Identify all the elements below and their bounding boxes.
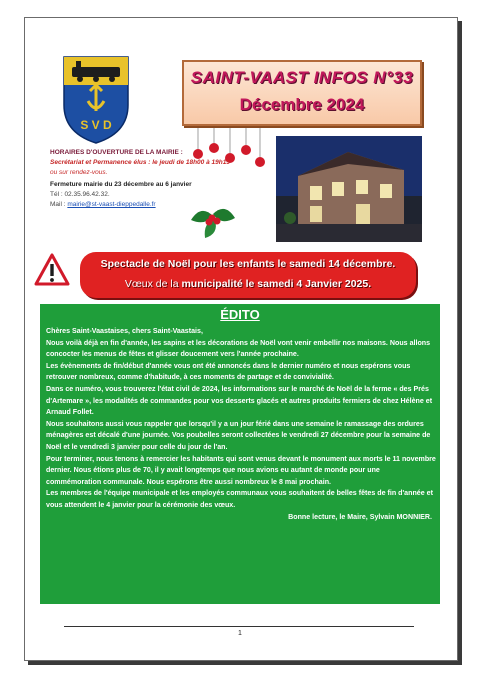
town-hall-photo (276, 136, 422, 242)
village-crest-logo (62, 55, 130, 145)
edito-paragraph: Dans ce numéro, vous trouverez l'état civil de 2024, les informations sur le marché de Noël de la ferme « des Prés d'Artemare », les modalités de commandes pour vos desserts glacés et autres produits fermiers de chez Hélène et Arnaud Follet. (46, 384, 433, 417)
edito-paragraph: Nous souhaitons aussi vous rappeler que lorsqu'il y a un jour férié dans une semaine le ramassage des ordures ménagères est décalé d'une journée. Vos poubelles seront collectées le vendredi 27 décembre pour la semaine de Noël et le vendredi 3 janvier pour celle du jour de l'an. (46, 419, 431, 451)
edito-title: ÉDITO (220, 307, 260, 322)
events-banner (80, 252, 416, 298)
page-number: 1 (238, 630, 242, 637)
holly-icon (185, 190, 241, 242)
edito-paragraph: Les membres de l'équipe municipale et les employés communaux vous souhaitent de belles fêtes de fin d'année et vous attendent le 4 janvier pour la cérémonie des vœux. (46, 489, 433, 509)
edito-paragraph: Pour terminer, nous tenons à remercier les habitants qui sont venus devant le monument aux morts le 11 novembre dernier. Nous étions plus de 70, il y avait longtemps que nous avions eu autant de monde pour une commémoration communale. Nous espérons être aussi nombreux le 8 mai prochain. (46, 454, 436, 486)
banner-new-year-wishes (80, 278, 416, 290)
hours-phone: Tél : 02.35.96.42.32. (50, 191, 110, 198)
banner-wishes-date: municipalité le samedi 4 Janvier 2025. (181, 278, 372, 290)
newsletter-date: Décembre 2024 (239, 95, 365, 114)
hours-title: HORAIRES D'OUVERTURE DE LA MAIRIE : (50, 149, 183, 156)
edito-signature: Bonne lecture, le Maire, Sylvain MONNIER. (288, 512, 432, 521)
email-link[interactable]: mairie@st-vaast-dieppedalle.fr (67, 201, 156, 208)
edito-section (40, 304, 440, 604)
hours-appointment: ou sur rendez-vous. (50, 169, 108, 176)
hours-schedule: Secrétariat et Permanence élus : le jeudi de 18h00 à 19h15 (50, 159, 230, 166)
edito-body (46, 326, 436, 523)
hours-closure: Fermeture mairie du 23 décembre au 6 janvier (50, 181, 192, 188)
banner-christmas-show: Spectacle de Noël pour les enfants le samedi 14 décembre. (100, 258, 396, 270)
email-label: Mail : (50, 201, 68, 208)
edito-paragraph: Chères Saint-Vaastaises, chers Saint-Vaastais, (46, 327, 203, 335)
banner-wishes-prefix: Vœux de la (124, 278, 182, 290)
edito-paragraph: Nous voilà déjà en fin d'année, les sapins et les décorations de Noël vont venir embellir nos maisons. Nous allons concocter les menus de fêtes et glisser doucement vers l'année prochaine. (46, 338, 431, 359)
newsletter-title: SAINT-VAAST INFOS N°33 (190, 68, 414, 87)
newsletter-title-box (182, 60, 422, 126)
warning-icon (34, 253, 70, 287)
crest-letters: S V D (80, 118, 112, 132)
footer-divider (64, 626, 414, 627)
edito-paragraph: Les évènements de fin/début d'année vous ont été annoncés dans le dernier numéro et nous espérons vous retrouver nombreux, comme d'habitude, à ces moments de partage et de convivialité. (46, 361, 411, 382)
